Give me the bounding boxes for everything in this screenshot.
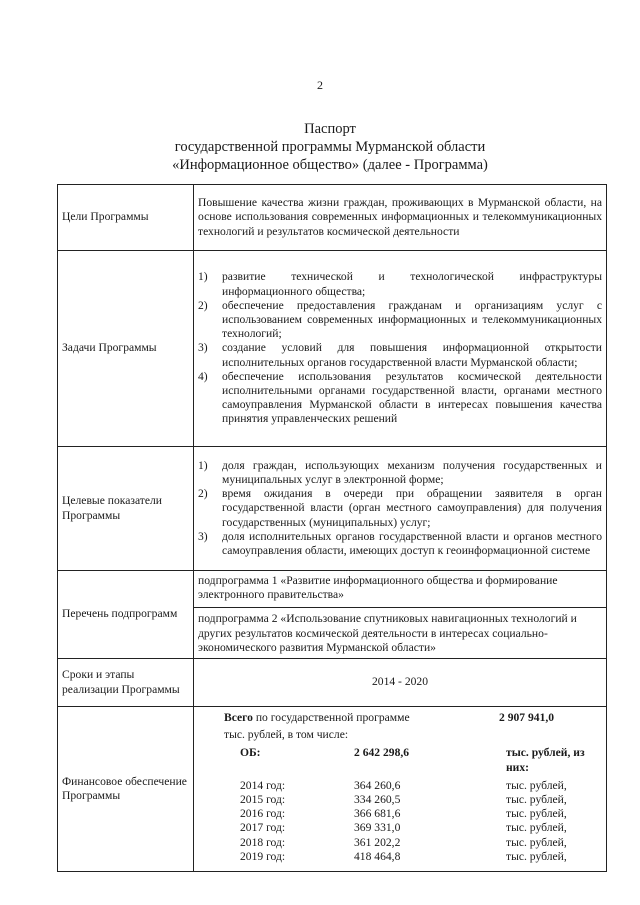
list-item: 1) доля граждан, использующих механизм получения государственных и муниципальных услуг в электронной форме;: [198, 458, 602, 486]
list-item: 3) создание условий для повышения информационной открытости исполнительных органов государственной власти Мурманской области;: [198, 341, 602, 369]
list-item: 1) развитие технической и технологической инфраструктуры информационного общества;: [198, 270, 602, 298]
finance-ob-unit: тыс. рублей, из них:: [506, 746, 585, 774]
tasks-list: [198, 270, 602, 426]
document-title: [60, 120, 600, 174]
finance-ob-value: 2 642 298,6: [354, 746, 410, 760]
finance-total-unit: тыс. рублей, в том числе:: [224, 728, 349, 742]
divider: [193, 607, 607, 608]
finance-content: [194, 707, 607, 872]
finance-total-text: по государственной программе: [252, 711, 410, 725]
title-line-2: государственной программы Мурманской области: [174, 139, 486, 155]
passport-table: [57, 184, 607, 872]
list-item: 4) обеспечение использования результатов космической деятельности исполнительными органами государственной власти, органами местного самоуправления Мурманской области в интересах повышения качества принятия управленческих решений: [198, 369, 602, 426]
table-row: 2019 год: 418 464,8 тыс. рублей,: [240, 849, 567, 863]
table-row: 2018 год: 361 202,2 тыс. рублей,: [240, 835, 567, 849]
table-row: 2017 год: 369 331,0 тыс. рублей,: [240, 821, 567, 835]
terms-row: [58, 659, 607, 707]
tasks-label: Задачи Программы: [58, 251, 194, 447]
indicators-list: [198, 459, 602, 558]
finance-label: Финансовое обеспечение Программы: [58, 707, 194, 872]
table-row: 2015 год: 334 260,5 тыс. рублей,: [240, 793, 567, 807]
list-item: 2) время ожидания в очереди при обращении заявителя в орган государственной власти (орган местного самоуправления) для получения государственных (муниципальных) услуг;: [198, 487, 602, 529]
table-row: 2016 год: 366 681,6 тыс. рублей,: [240, 807, 567, 821]
page-number: 2: [317, 78, 323, 92]
goals-label: Цели Программы: [58, 185, 194, 251]
subprogram-1: подпрограмма 1 «Развитие информационного общества и формирование электронного правительства»: [198, 574, 558, 602]
finance-ob-label: ОБ:: [240, 746, 261, 760]
finance-ob-row: [224, 746, 602, 774]
subprograms-content: [194, 571, 607, 659]
indicators-label: Целевые показатели Программы: [58, 447, 194, 571]
list-item: 3) доля исполнительных органов государственной власти и органов местного самоуправления области, имеющих доступ к геоинформационной системе: [198, 529, 602, 557]
finance-total-bold: Всего: [224, 711, 253, 725]
list-item: 2) обеспечение предоставления гражданам и организациям услуг с использованием современных информационных и телекоммуникационных технологий;: [198, 298, 602, 341]
title-line-1: Паспорт: [304, 121, 356, 137]
table-row: 2014 год: 364 260,6 тыс. рублей,: [240, 778, 567, 792]
terms-value: 2014 - 2020: [194, 659, 607, 707]
finance-total-value: 2 907 941,0: [499, 711, 555, 725]
tasks-content: [194, 251, 607, 447]
subprograms-label: Перечень подпрограмм: [58, 571, 194, 659]
finance-row: [58, 707, 607, 872]
tasks-row: [58, 251, 607, 447]
subprogram-2: подпрограмма 2 «Использование спутниковых навигационных технологий и других результатов космической деятельности в интересах социально-экономического развития Мурманской области»: [198, 612, 577, 654]
indicators-row: [58, 447, 607, 571]
indicators-content: [194, 447, 607, 571]
finance-total: [224, 711, 602, 725]
subprograms-row: [58, 571, 607, 659]
terms-label: Сроки и этапы реализации Программы: [58, 659, 194, 707]
goals-row: [58, 185, 607, 251]
title-line-3: «Информационное общество» (далее - Программа): [172, 157, 488, 173]
goals-text: Повышение качества жизни граждан, проживающих в Мурманской области, на основе использования современных информационных и телекоммуникационных технологий и результатов космической деятельности: [194, 185, 607, 251]
